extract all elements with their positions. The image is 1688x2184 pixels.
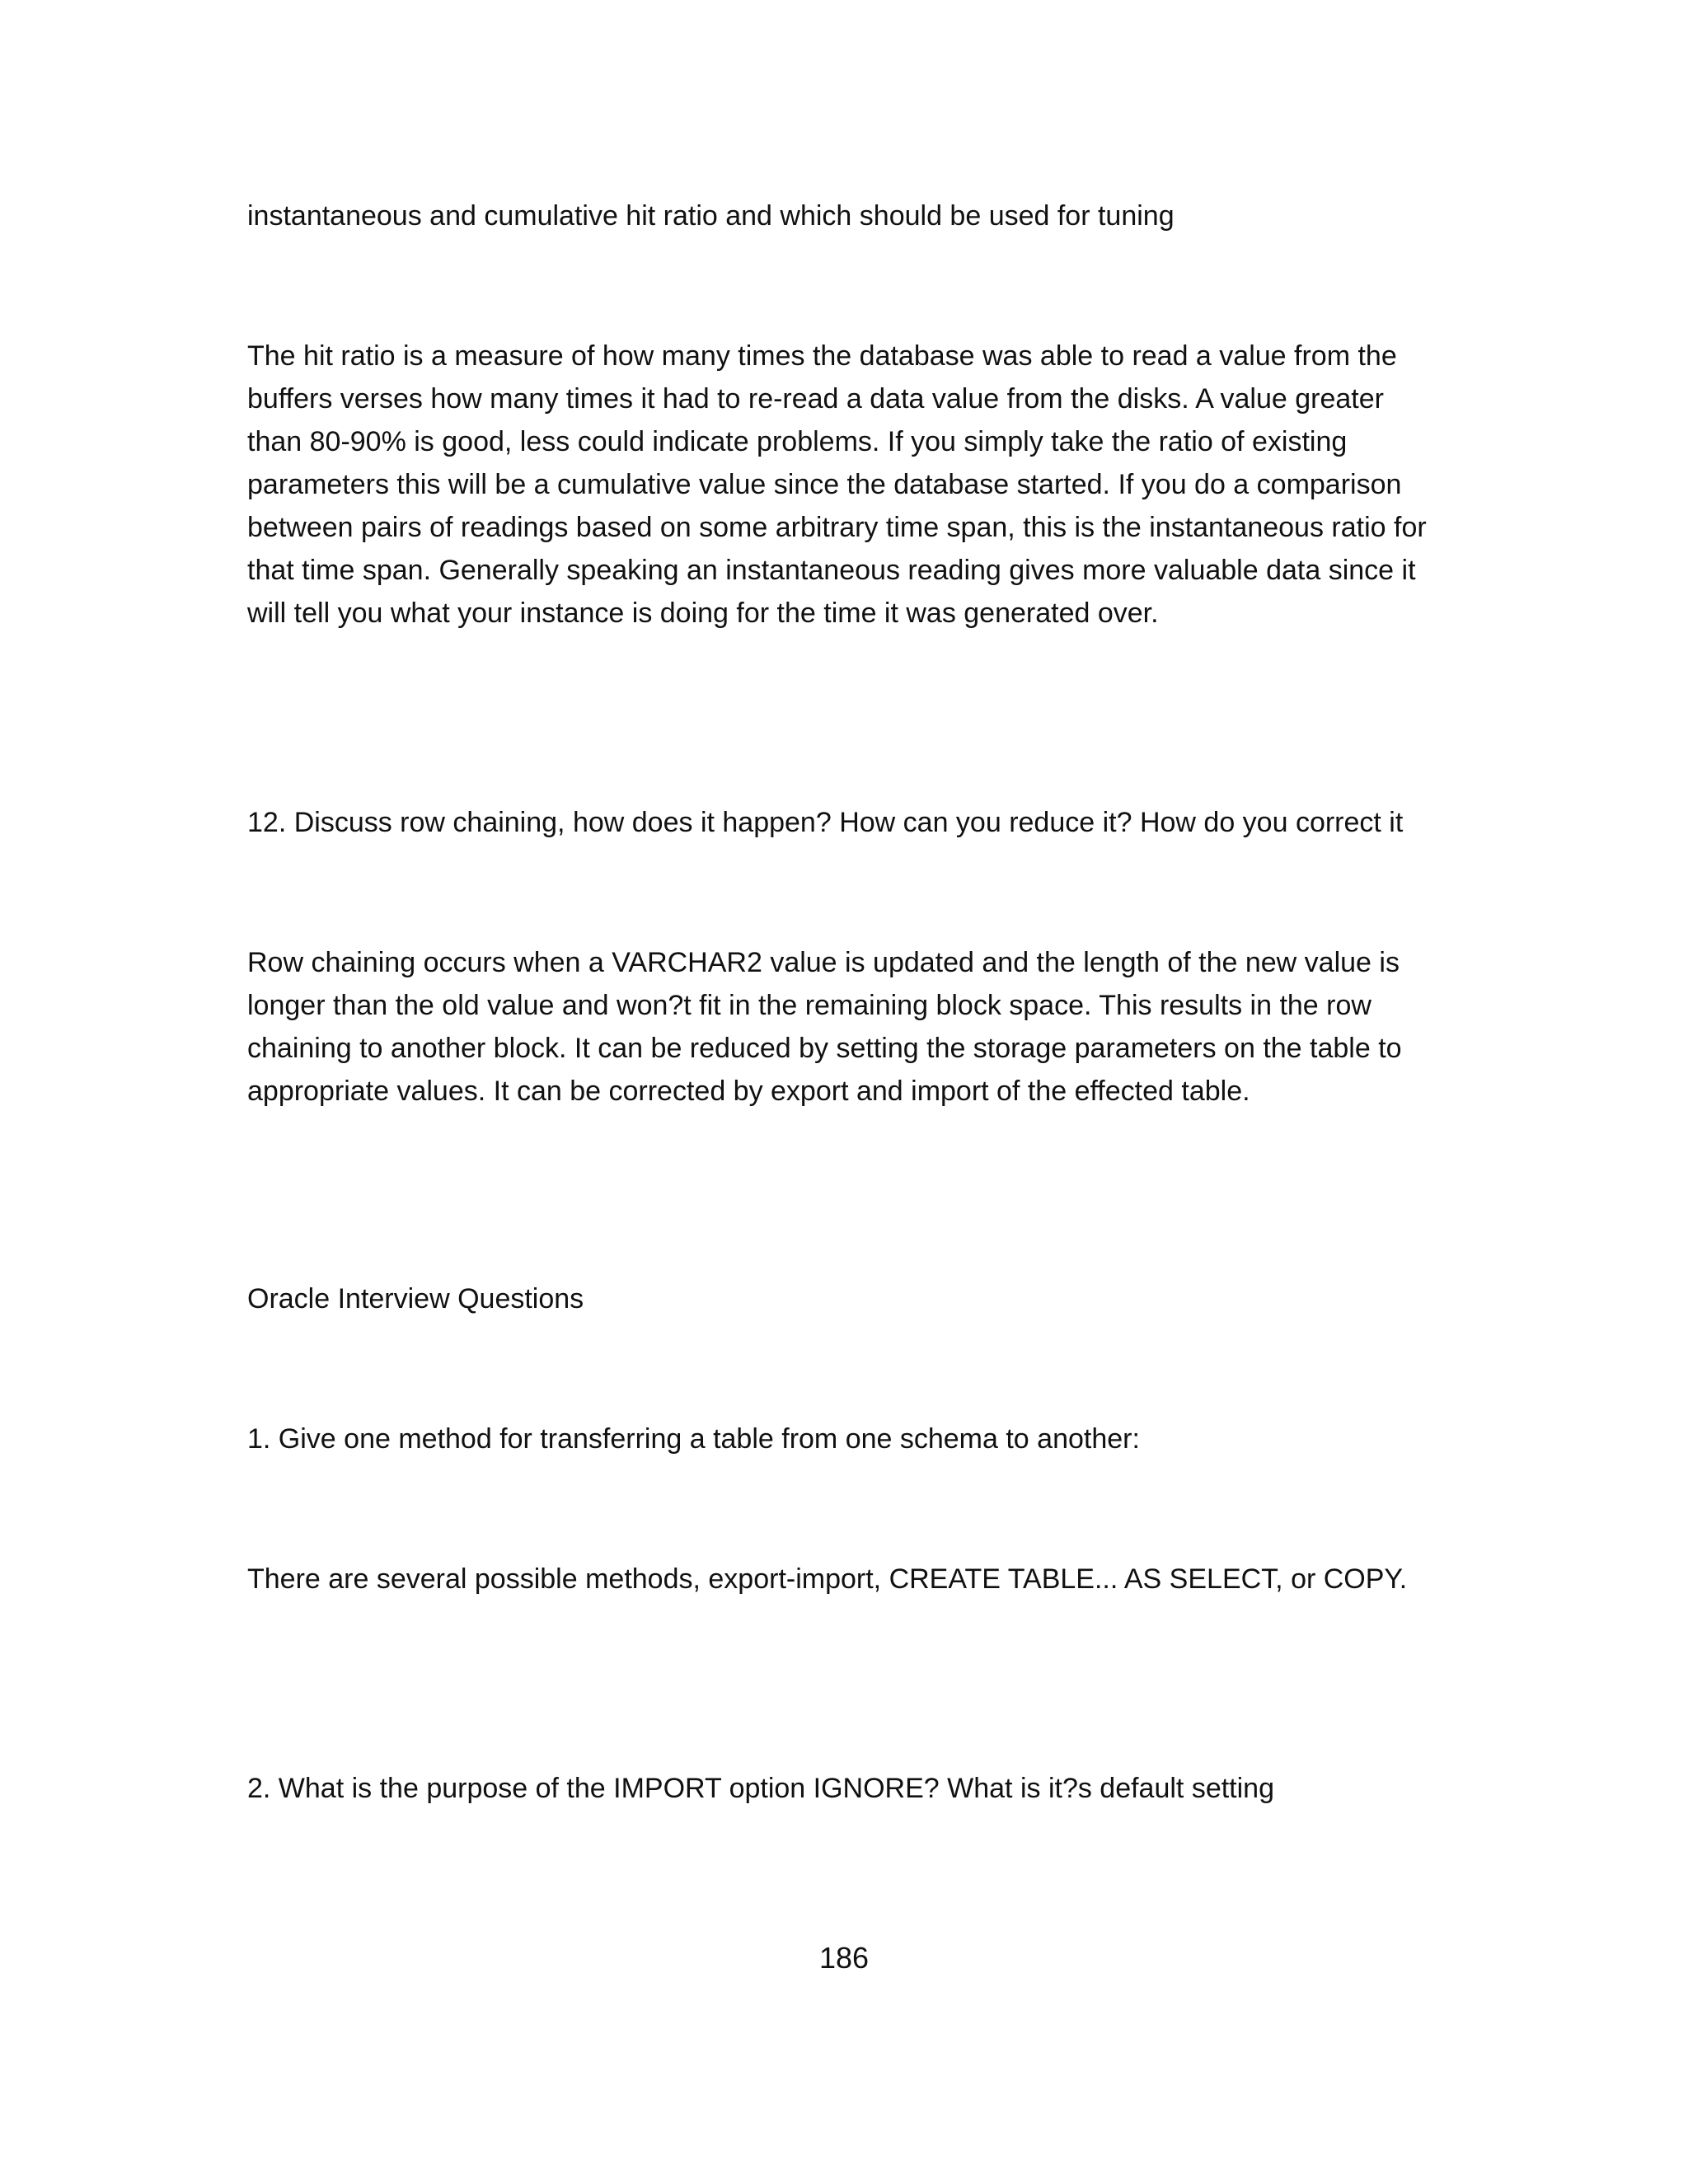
question-12-row-chaining: 12. Discuss row chaining, how does it happen? How can you reduce it? How do you correct it [247, 807, 1404, 838]
section-title-oracle-interview-questions: Oracle Interview Questions [247, 1283, 584, 1315]
answer-1-transfer-methods: There are several possible methods, export-import, CREATE TABLE... AS SELECT, or COPY. [247, 1563, 1408, 1595]
answer-hit-ratio-paragraph: The hit ratio is a measure of how many times the database was able to read a value from the buffers verses how many times it had to re-read a data value from the disks. A value greater than 80-90% is good, less could indicate problems. If you simply take the ratio of existing parameters this will be a cumulative value since the database started. If you do a comparison between pairs of readings based on some arbitrary time span, this is the instantaneous ratio for that time span. Generally speaking an instantaneous reading gives more valuable data since it will tell you what your instance is doing for the time it was generated over. [247, 340, 1427, 629]
answer-row-chaining-paragraph: Row chaining occurs when a VARCHAR2 value is updated and the length of the new value is longer than the old value and won?t fit in the remaining block space. This results in the row chaining to another block. It can be reduced by setting the storage parameters on the table to appropriate values. It can be corrected by export and import of the effected table. [247, 947, 1402, 1107]
page-number: 186 [818, 1941, 870, 1975]
question-1-transfer-table: 1. Give one method for transferring a table from one schema to another: [247, 1423, 1140, 1455]
question-2-import-ignore: 2. What is the purpose of the IMPORT option IGNORE? What is it?s default setting [247, 1773, 1274, 1804]
question-hit-ratio-heading: instantaneous and cumulative hit ratio and which should be used for tuning [247, 200, 1175, 232]
